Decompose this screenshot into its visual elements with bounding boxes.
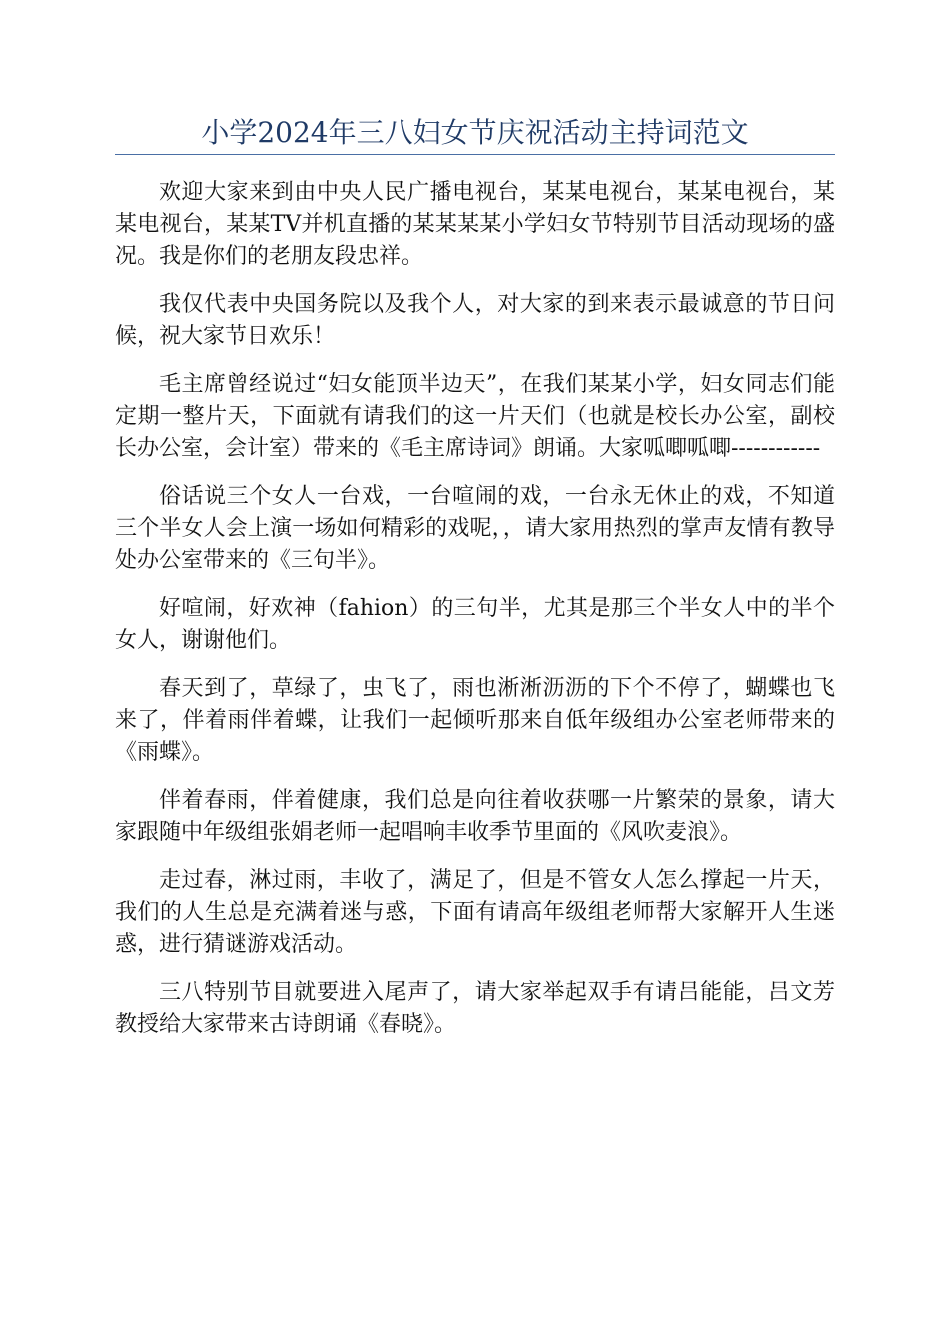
paragraph-6: 春天到了，草绿了，虫飞了，雨也淅淅沥沥的下个不停了，蝴蝶也飞来了，伴着雨伴着蝶，让我们一起倾听那来自低年级组办公室老师带来的《雨蝶》。 — [115, 676, 835, 765]
paragraph-4: 俗话说三个女人一台戏，一台喧闹的戏，一台永无休止的戏，不知道三个半女人会上演一场如何精彩的戏呢，，请大家用热烈的掌声友情有教导处办公室带来的《三句半》。 — [115, 484, 835, 573]
title-underline — [115, 154, 835, 155]
paragraph-1: 欢迎大家来到由中央人民广播电视台，某某电视台，某某电视台，某某电视台，某某TV并机直播的某某某某小学妇女节特别节目活动现场的盛况。我是你们的老朋友段忠祥。 — [115, 180, 835, 269]
paragraph-3: 毛主席曾经说过“妇女能顶半边天”，在我们某某小学，妇女同志们能定期一整片天，下面就有请我们的这一片天们（也就是校长办公室，副校长办公室，会计室）带来的《毛主席诗词》朗诵。大家呱唧呱唧------------ — [115, 372, 835, 461]
document-body — [115, 177, 835, 1057]
paragraph-5: 好喧闹，好欢神（fahion）的三句半，尤其是那三个半女人中的半个女人，谢谢他们。 — [115, 596, 835, 653]
document-title: 小学2024年三八妇女节庆祝活动主持词范文 — [201, 116, 749, 149]
paragraph-2: 我仅代表中央国务院以及我个人，对大家的到来表示最诚意的节日问候，祝大家节日欢乐！ — [115, 292, 835, 349]
paragraph-7: 伴着春雨，伴着健康，我们总是向往着收获哪一片繁荣的景象，请大家跟随中年级组张娟老师一起唱响丰收季节里面的《风吹麦浪》。 — [115, 788, 835, 845]
paragraph-8: 走过春，淋过雨，丰收了，满足了，但是不管女人怎么撑起一片天，我们的人生总是充满着迷与惑，下面有请高年级组老师帮大家解开人生迷惑，进行猜谜游戏活动。 — [115, 868, 835, 957]
paragraph-9: 三八特别节目就要进入尾声了，请大家举起双手有请吕能能，吕文芳教授给大家带来古诗朗诵《春晓》。 — [115, 980, 835, 1037]
